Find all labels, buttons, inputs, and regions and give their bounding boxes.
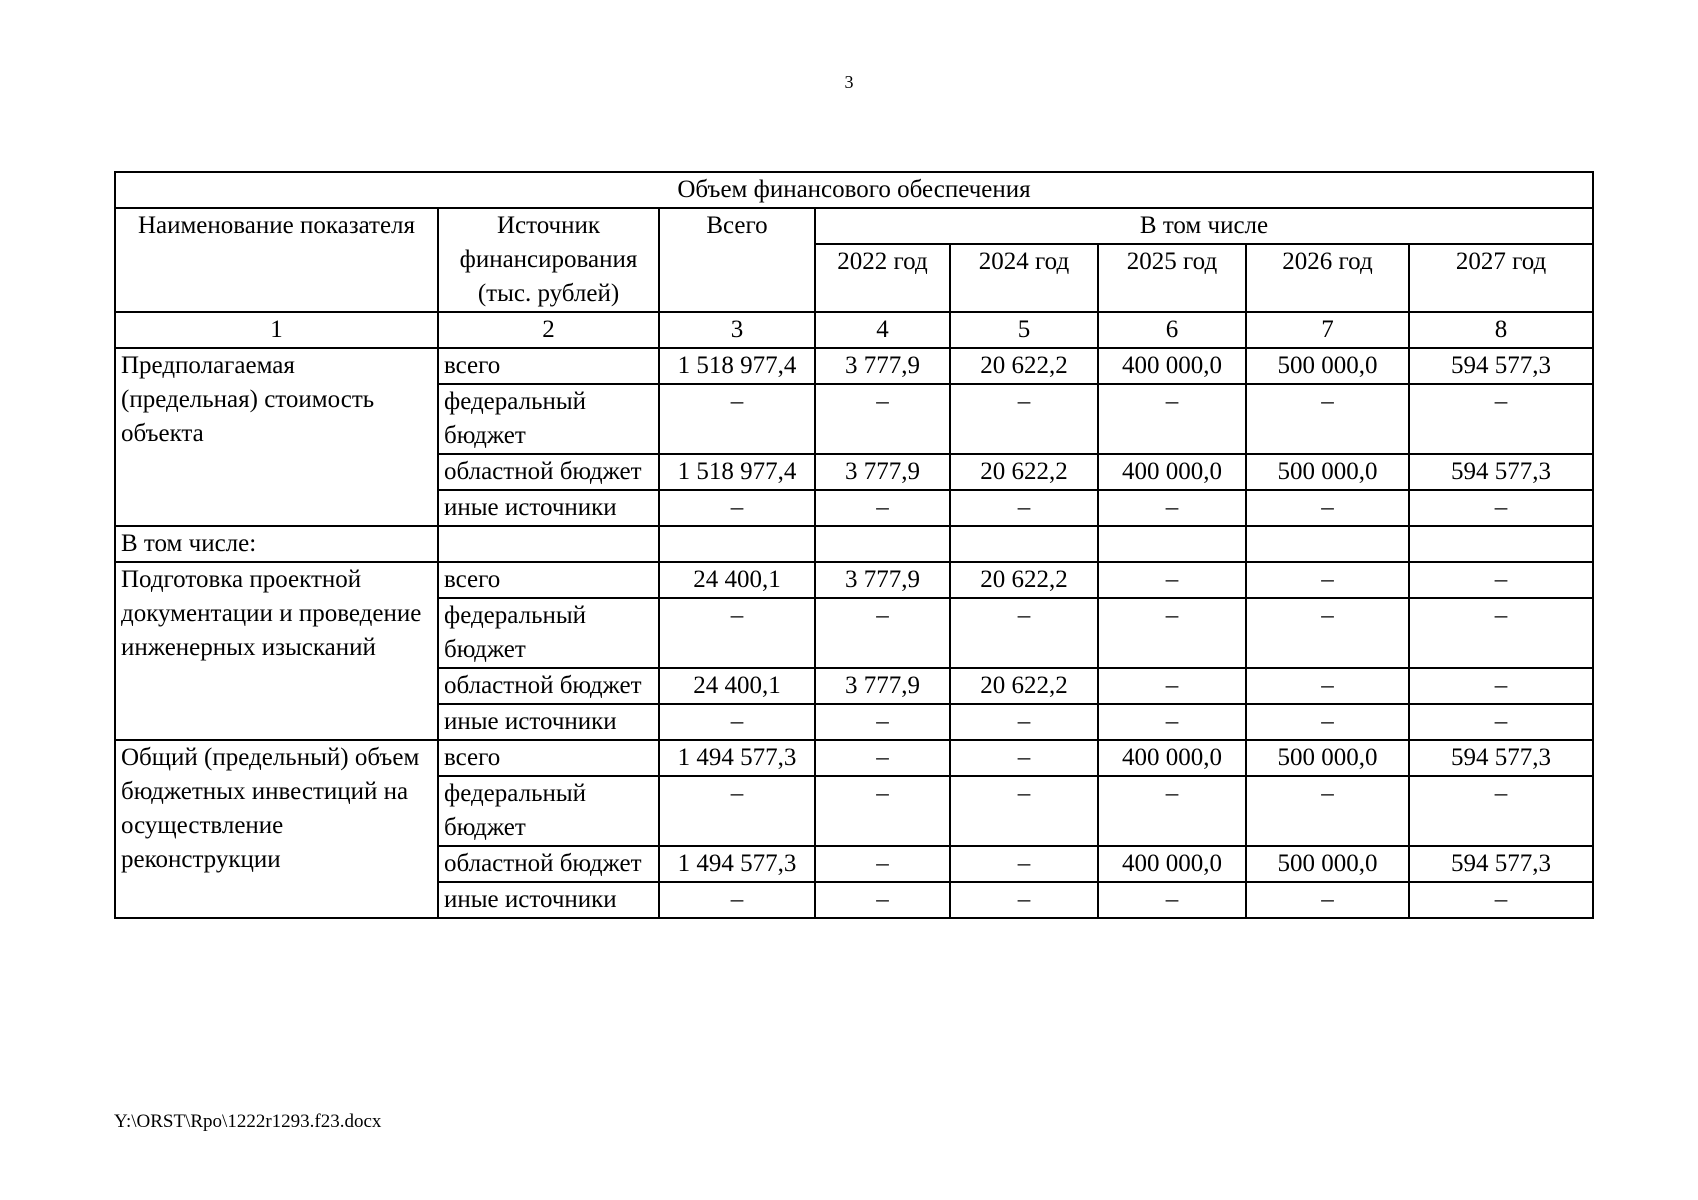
value-cell: – (1409, 776, 1593, 846)
value-cell: 594 577,3 (1409, 348, 1593, 384)
value-cell: 400 000,0 (1098, 846, 1246, 882)
value-cell: – (659, 490, 815, 526)
value-cell: – (950, 384, 1098, 454)
value-cell: – (1246, 704, 1409, 740)
value-cell: 400 000,0 (1098, 454, 1246, 490)
value-cell: 20 622,2 (950, 668, 1098, 704)
indicator-name: Подготовка проектной документации и проведение инженерных изысканий (115, 562, 438, 740)
header-year: 2024 год (950, 244, 1098, 312)
value-cell: – (1409, 668, 1593, 704)
column-number: 3 (659, 312, 815, 348)
value-cell: – (1409, 562, 1593, 598)
value-cell: – (815, 846, 950, 882)
value-cell: – (815, 598, 950, 668)
value-cell: – (659, 882, 815, 918)
table-row (115, 562, 1593, 598)
in-total-row (115, 526, 1593, 562)
source-cell: иные источники (438, 490, 659, 526)
value-cell: – (815, 740, 950, 776)
value-cell: – (1246, 668, 1409, 704)
column-number: 8 (1409, 312, 1593, 348)
page-number: 3 (844, 72, 854, 92)
value-cell: – (1246, 882, 1409, 918)
column-number: 4 (815, 312, 950, 348)
value-cell: 500 000,0 (1246, 846, 1409, 882)
column-number: 7 (1246, 312, 1409, 348)
value-cell: – (1098, 776, 1246, 846)
table-title-row (115, 172, 1593, 208)
value-cell: 20 622,2 (950, 348, 1098, 384)
value-cell: – (1098, 598, 1246, 668)
table-row (115, 348, 1593, 384)
value-cell: – (1409, 384, 1593, 454)
value-cell: – (1246, 598, 1409, 668)
in-total-label: В том числе: (115, 526, 438, 562)
value-cell: – (659, 598, 815, 668)
empty-cell (438, 526, 659, 562)
value-cell: 1 518 977,4 (659, 348, 815, 384)
value-cell: – (815, 490, 950, 526)
footer-file-path: Y:\ORST\Rpo\1222r1293.f23.docx (114, 1111, 382, 1132)
value-cell: 594 577,3 (1409, 846, 1593, 882)
value-cell: – (950, 776, 1098, 846)
value-cell: – (1098, 668, 1246, 704)
empty-cell (659, 526, 815, 562)
value-cell: 400 000,0 (1098, 740, 1246, 776)
source-cell: иные источники (438, 704, 659, 740)
empty-cell (815, 526, 950, 562)
source-cell: всего (438, 562, 659, 598)
table-row (115, 740, 1593, 776)
column-number: 1 (115, 312, 438, 348)
table-title: Объем финансового обеспечения (115, 172, 1593, 208)
header-year: 2026 год (1246, 244, 1409, 312)
value-cell: – (950, 740, 1098, 776)
header-year: 2025 год (1098, 244, 1246, 312)
column-numbers-row (115, 312, 1593, 348)
empty-cell (1246, 526, 1409, 562)
source-cell: областной бюджет (438, 668, 659, 704)
source-cell: федеральный бюджет (438, 384, 659, 454)
source-cell: федеральный бюджет (438, 598, 659, 668)
value-cell: 3 777,9 (815, 562, 950, 598)
value-cell: – (815, 882, 950, 918)
value-cell: 1 494 577,3 (659, 740, 815, 776)
value-cell: – (950, 490, 1098, 526)
value-cell: – (1246, 490, 1409, 526)
value-cell: – (815, 704, 950, 740)
value-cell: – (815, 776, 950, 846)
header-source: Источник финансирования (тыс. рублей) (438, 208, 659, 312)
indicator-name: Предполагаемая (предельная) стоимость объекта (115, 348, 438, 526)
value-cell: 24 400,1 (659, 668, 815, 704)
value-cell: 500 000,0 (1246, 348, 1409, 384)
value-cell: – (1246, 562, 1409, 598)
value-cell: – (1409, 704, 1593, 740)
value-cell: 20 622,2 (950, 454, 1098, 490)
value-cell: 24 400,1 (659, 562, 815, 598)
value-cell: – (950, 598, 1098, 668)
value-cell: – (1246, 384, 1409, 454)
header-year: 2027 год (1409, 244, 1593, 312)
value-cell: 1 494 577,3 (659, 846, 815, 882)
value-cell: 3 777,9 (815, 668, 950, 704)
header-name: Наименование показателя (115, 208, 438, 312)
source-cell: областной бюджет (438, 454, 659, 490)
value-cell: – (1098, 490, 1246, 526)
value-cell: – (950, 704, 1098, 740)
header-including: В том числе (815, 208, 1593, 244)
value-cell: – (1098, 562, 1246, 598)
source-cell: федеральный бюджет (438, 776, 659, 846)
value-cell: – (1098, 704, 1246, 740)
value-cell: – (1098, 882, 1246, 918)
value-cell: 400 000,0 (1098, 348, 1246, 384)
header-total: Всего (659, 208, 815, 312)
value-cell: 1 518 977,4 (659, 454, 815, 490)
source-cell: областной бюджет (438, 846, 659, 882)
empty-cell (950, 526, 1098, 562)
value-cell: – (950, 882, 1098, 918)
value-cell: – (659, 384, 815, 454)
header-row (115, 208, 1593, 244)
value-cell: 594 577,3 (1409, 740, 1593, 776)
value-cell: 20 622,2 (950, 562, 1098, 598)
value-cell: – (1409, 598, 1593, 668)
value-cell: – (1409, 882, 1593, 918)
source-cell: всего (438, 348, 659, 384)
column-number: 2 (438, 312, 659, 348)
source-cell: иные источники (438, 882, 659, 918)
empty-cell (1409, 526, 1593, 562)
indicator-name: Общий (предельный) объем бюджетных инвестиций на осуществление реконструкции (115, 740, 438, 918)
value-cell: 3 777,9 (815, 348, 950, 384)
value-cell: – (659, 776, 815, 846)
value-cell: – (950, 846, 1098, 882)
value-cell: – (659, 704, 815, 740)
source-cell: всего (438, 740, 659, 776)
value-cell: – (1246, 776, 1409, 846)
value-cell: 3 777,9 (815, 454, 950, 490)
column-number: 5 (950, 312, 1098, 348)
value-cell: – (815, 384, 950, 454)
value-cell: – (1098, 384, 1246, 454)
value-cell: – (1409, 490, 1593, 526)
column-number: 6 (1098, 312, 1246, 348)
header-year: 2022 год (815, 244, 950, 312)
value-cell: 500 000,0 (1246, 740, 1409, 776)
financing-table (114, 171, 1594, 919)
empty-cell (1098, 526, 1246, 562)
value-cell: 500 000,0 (1246, 454, 1409, 490)
value-cell: 594 577,3 (1409, 454, 1593, 490)
